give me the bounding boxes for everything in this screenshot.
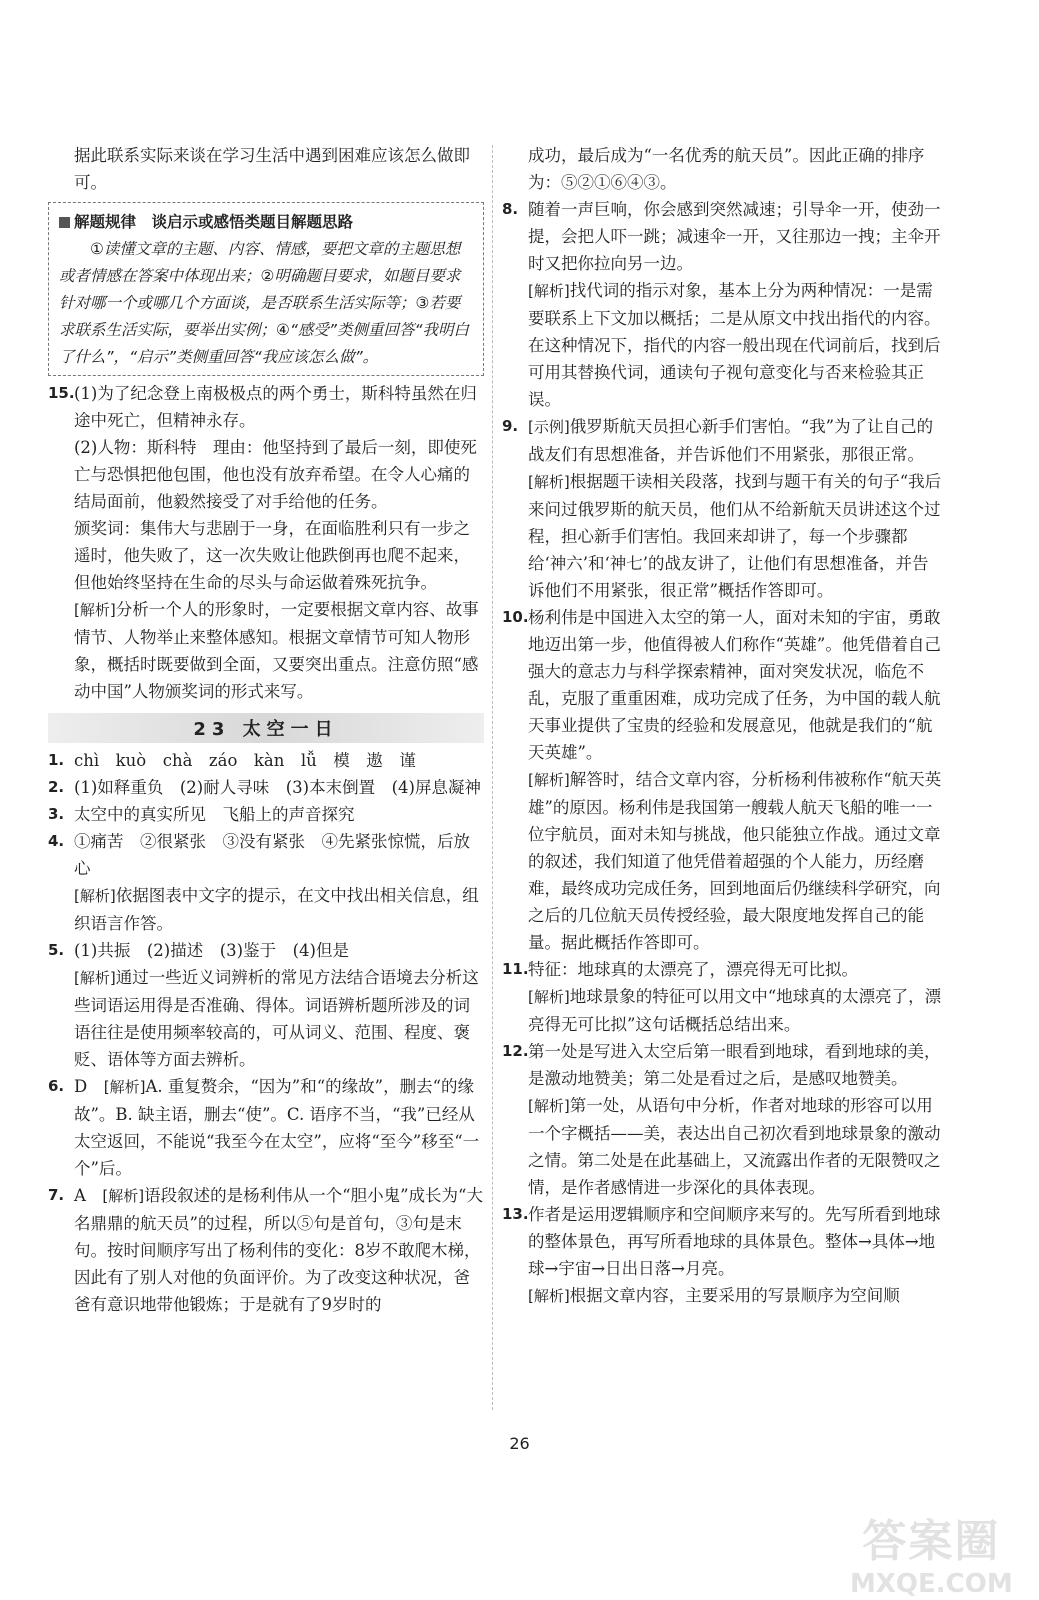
question-7 bbox=[48, 1182, 484, 1318]
analysis-text: 找代词的指示对象，基本上分为两种情况：一是需要联系上下文加以概括；二是从原文中找出指代的内容。在这种情况下，指代的内容一般出现在代词前后，找到后可用其替换代词，通读句子视句意变化与否来检验其正误。 bbox=[528, 281, 941, 409]
analysis-tag: [解析] bbox=[528, 473, 570, 491]
question-number: 1. bbox=[48, 751, 65, 769]
rule-box-header bbox=[59, 209, 473, 236]
question-1 bbox=[48, 747, 484, 774]
question-15 bbox=[48, 380, 484, 705]
question-5 bbox=[48, 937, 484, 1073]
answer-text: 作者是运用逻辑顺序和空间顺序来写的。先写所看到地球的整体景色，再写所看地球的具体景色。整体→具体→地球→宇宙→日出日落→月亮。 bbox=[528, 1205, 941, 1278]
question-number: 3. bbox=[48, 805, 65, 823]
question-4 bbox=[48, 828, 484, 937]
right-column bbox=[502, 142, 942, 1310]
question-number: 2. bbox=[48, 778, 65, 796]
analysis-text: 语段叙述的是杨利伟从一个“胆小鬼”成长为“大名鼎鼎的航天员”的过程，所以⑤句是首句，③句是末句。按时间顺序写出了杨利伟的变化：8岁不敢爬木梯，因此有了别人对他的负面评价。为了改变这种状况，爸爸有意识地带他锻炼；于是就有了9岁时的 bbox=[74, 1186, 483, 1314]
answer-text: 随着一声巨响，你会感到突然减速；引导伞一开，使劲一提，会把人吓一跳；减速伞一开，又往那边一拽；主伞开时又把你拉向另一边。 bbox=[528, 200, 941, 273]
analysis-text: A. 重复赘余，“因为”和“的缘故”，删去“的缘故”。B. 缺主语，删去“使”。C. 语序不当，“我”已经从太空返回，不能说“我至今在太空”，应将“至今”移至“一个”后。 bbox=[74, 1077, 480, 1178]
question-2 bbox=[48, 774, 484, 801]
question-number: 8. bbox=[502, 200, 519, 218]
question-number: 13. bbox=[502, 1205, 529, 1223]
analysis-tag: [解析] bbox=[528, 1287, 570, 1305]
analysis-tag: [解析] bbox=[102, 1187, 145, 1205]
lesson-title: 23 太空一日 bbox=[48, 713, 484, 743]
answer-choice: D bbox=[74, 1077, 88, 1096]
analysis bbox=[74, 596, 484, 705]
analysis-text: 解答时，结合文章内容，分析杨利伟被称作“航天英雄”的原因。杨利伟是我国第一艘载人航天飞船的唯一一位宇航员，面对未知与挑战，他只能独立作战。通过文章的叙述，我们知道了他凭借着超强的个人能力，历经磨难，最终成功完成任务，回到地面后仍继续科学研究，向之后的几位航天员传授经验，最大限度地发挥自己的能量。据此概括作答即可。 bbox=[528, 770, 942, 952]
question-9 bbox=[502, 413, 942, 604]
question-number: 11. bbox=[502, 960, 529, 978]
answer-text: 太空中的真实所见 飞船上的声音探究 bbox=[74, 805, 355, 824]
award-speech: 颁奖词：集伟大与悲剧于一身，在面临胜利只有一步之遥时，他失败了，这一次失败让他跌倒再也爬不起来，但他始终坚持在生命的尽头与命运做着殊死抗争。 bbox=[74, 519, 470, 592]
question-8 bbox=[502, 196, 942, 413]
watermark-logo bbox=[850, 1505, 1013, 1599]
question-6 bbox=[48, 1073, 484, 1182]
analysis-text: 第一处，从语句中分析，作者对地球的形容可以用一个字概括——美，表达出自己初次看到地球景象的激动之情。第二处是在此基础上，又流露出作者的无限赞叹之情，是作者感情进一步深化的具体表现。 bbox=[528, 1096, 941, 1197]
answer-part-1: (1)为了纪念登上南极极点的两个勇士，斯科特虽然在归途中死亡，但精神永存。 bbox=[74, 384, 477, 430]
analysis-tag: [解析] bbox=[74, 601, 116, 619]
question-number: 9. bbox=[502, 417, 519, 435]
answer-text: (1)共振 (2)描述 (3)鉴于 (4)但是 bbox=[74, 941, 349, 960]
answer-text: ①痛苦 ②很紧张 ③没有紧张 ④先紧张惊慌，后放心 bbox=[74, 832, 470, 878]
question-number: 4. bbox=[48, 832, 65, 850]
analysis-text: 根据文章内容，主要采用的写景顺序为空间顺 bbox=[569, 1286, 900, 1305]
analysis-text: 地球景象的特征可以用文中“地球真的太漂亮了，漂亮得无可比拟”这句话概括总结出来。 bbox=[528, 987, 942, 1034]
analysis-tag: [解析] bbox=[74, 969, 116, 987]
question-11 bbox=[502, 956, 942, 1038]
question-number: 10. bbox=[502, 608, 529, 626]
watermark-url: MXQE.COM bbox=[850, 1569, 1013, 1599]
analysis-tag: [解析] bbox=[528, 282, 570, 300]
square-bullet-icon bbox=[59, 217, 70, 228]
question-7-continued: 成功，最后成为“一名优秀的航天员”。因此正确的排序为：⑤②①⑥④③。 bbox=[528, 146, 925, 192]
question-12 bbox=[502, 1038, 942, 1201]
rule-box bbox=[48, 202, 484, 376]
column-divider bbox=[492, 145, 493, 1410]
question-10 bbox=[502, 604, 942, 956]
analysis-text: 分析一个人的形象时，一定要根据文章内容、故事情节、人物举止来整体感知。根据文章情节可知人物形象，概括时既要做到全面，又要突出重点。注意仿照“感动中国”人物颁奖词的形式来写。 bbox=[74, 600, 479, 701]
analysis-text: 根据题干读相关段落，找到与题干有关的句子“我后来问过俄罗斯的航天员，他们从不给新航天员讲述这个过程，担心新手们害怕。我回来却讲了，每一个步骤都给‘神六’和‘神七’的战友讲了，让他们有思想准备，并告诉他们不用紧张，很正常”概括作答即可。 bbox=[528, 472, 942, 600]
question-number: 7. bbox=[48, 1186, 65, 1204]
question-3 bbox=[48, 801, 484, 828]
answer-text: (1)如释重负 (2)耐人寻味 (3)本末倒置 (4)屏息凝神 bbox=[74, 778, 481, 797]
rule-box-body: ①读懂文章的主题、内容、情感，要把文章的主题思想或者情感在答案中体现出来；②明确题目要求，如题目要求针对哪一个或哪几个方面谈，是否联系生活实际等；③若要求联系生活实际，要举出实例；④“感受”类侧重回答“我明白了什么”，“启示”类侧重回答“我应该怎么做”。 bbox=[59, 240, 469, 366]
answer-text: 俄罗斯航天员担心新手们害怕。“我”为了让自己的战友们有思想准备，并告诉他们不用紧张，那很正常。 bbox=[528, 417, 934, 464]
rule-box-title: 谈启示或感悟类题目解题思路 bbox=[151, 213, 354, 231]
example-tag: [示例] bbox=[528, 418, 570, 436]
question-number: 5. bbox=[48, 941, 65, 959]
analysis-tag: [解析] bbox=[528, 988, 570, 1006]
rule-box-label: 解题规律 bbox=[74, 213, 137, 231]
analysis-tag: [解析] bbox=[103, 1078, 146, 1096]
answer-choice: A bbox=[74, 1186, 86, 1205]
analysis-text: 通过一些近义词辨析的常见方法结合语境去分析这些词语运用得是否准确、得体。词语辨析题所涉及的词语往往是使用频率较高的，可从词义、范围、程度、褒贬、语体等方面去辨析。 bbox=[74, 968, 479, 1069]
question-number: 15. bbox=[48, 384, 75, 402]
answer-text: 特征：地球真的太漂亮了，漂亮得无可比拟。 bbox=[528, 960, 858, 979]
analysis-tag: [解析] bbox=[74, 887, 116, 905]
analysis-text: 依据图表中文字的提示，在文中找出相关信息，组织语言作答。 bbox=[74, 886, 479, 933]
analysis-tag: [解析] bbox=[528, 771, 570, 789]
answer-part-2: (2)人物：斯科特 理由：他坚持到了最后一刻，即使死亡与恐惧把他包围，他也没有放弃希望。在令人心痛的结局面前，他毅然接受了对手给他的任务。 bbox=[74, 438, 477, 511]
intro-paragraph: 据此联系实际来谈在学习生活中遇到困难应该怎么做即可。 bbox=[74, 146, 470, 192]
question-number: 12. bbox=[502, 1042, 529, 1060]
left-column bbox=[48, 142, 484, 1318]
answer-text: 杨利伟是中国进入太空的第一人，面对未知的宇宙，勇敢地迈出第一步，他值得被人们称作“英雄”。他凭借着自己强大的意志力与科学探索精神，面对突发状况，临危不乱，克服了重重困难，成功完成了任务，为中国的载人航天事业提供了宝贵的经验和发展意见，他就是我们的“航天英雄”。 bbox=[528, 608, 941, 762]
answer-text: chì kuò chà záo kàn lǚ 模 遨 谨 bbox=[74, 751, 416, 770]
question-13 bbox=[502, 1201, 942, 1310]
answer-text: 第一处是写进入太空后第一眼看到地球，看到地球的美，是激动地赞美；第二处是看过之后，是感叹地赞美。 bbox=[528, 1042, 941, 1088]
question-number: 6. bbox=[48, 1077, 65, 1095]
watermark-text: 答案圈 bbox=[862, 1516, 1001, 1567]
page-number: 26 bbox=[509, 1434, 530, 1453]
analysis-tag: [解析] bbox=[528, 1097, 570, 1115]
